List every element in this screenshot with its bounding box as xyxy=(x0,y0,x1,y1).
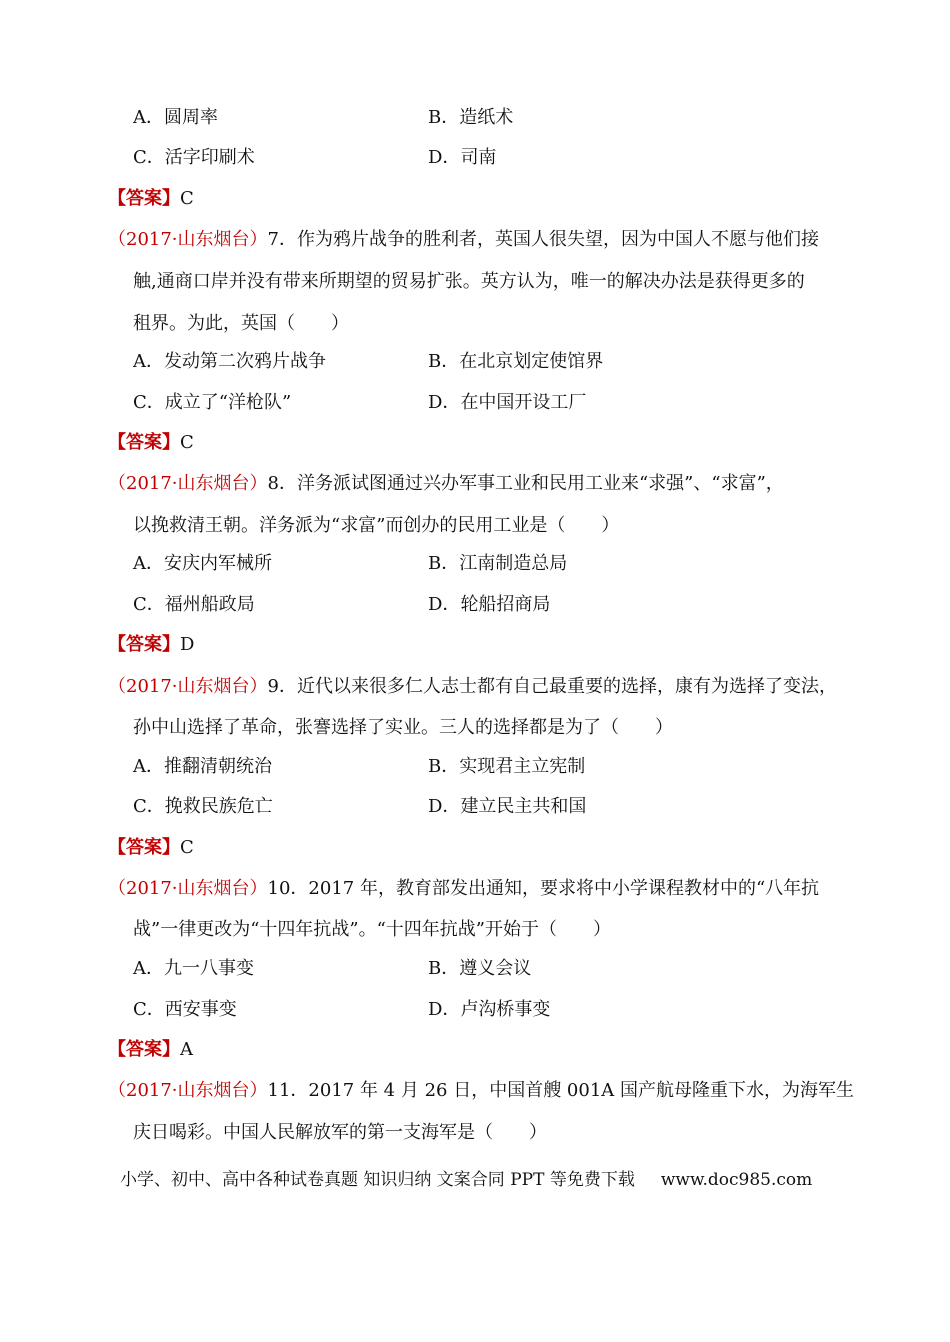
q7-answer: 【答案】C xyxy=(108,432,194,453)
q9-source: （2017·山东烟台） xyxy=(108,676,268,697)
q10-source: （2017·山东烟台） xyxy=(108,878,268,899)
q8-option-a: A．安庆内军械所 xyxy=(133,553,272,574)
q6-option-d: D．司南 xyxy=(428,147,497,168)
q9-answer: 【答案】C xyxy=(108,837,194,858)
page-footer xyxy=(120,1168,812,1192)
q7-option-a: A．发动第二次鸦片战争 xyxy=(133,351,326,372)
q9-option-a: A．推翻清朝统治 xyxy=(133,756,272,777)
q7-source: （2017·山东烟台） xyxy=(108,229,268,250)
q9-stem-line-1: （2017·山东烟台）9．近代以来很多仁人志士都有自己最重要的选择，康有为选择了变法， xyxy=(108,676,837,697)
q10-option-a: A．九一八事变 xyxy=(133,958,254,979)
q11-source: （2017·山东烟台） xyxy=(108,1080,268,1101)
q8-stem-line-2: 以挽救清王朝。洋务派为“求富”而创办的民用工业是（ ） xyxy=(133,515,620,536)
q9-stem-line-2: 孙中山选择了革命，张謇选择了实业。三人的选择都是为了（ ） xyxy=(133,717,673,738)
q11-stem-line-2: 庆日喝彩。中国人民解放军的第一支海军是（ ） xyxy=(133,1122,547,1143)
q10-option-d: D．卢沟桥事变 xyxy=(428,999,551,1020)
q10-option-c: C．西安事变 xyxy=(133,999,237,1020)
q7-stem-line-2: 触,通商口岸并没有带来所期望的贸易扩张。英方认为，唯一的解决办法是获得更多的 xyxy=(133,271,805,292)
q6-option-a: A．圆周率 xyxy=(133,107,218,128)
q6-answer: 【答案】C xyxy=(108,188,194,209)
q7-stem-line-3: 租界。为此，英国（ ） xyxy=(133,313,349,334)
q9-option-c: C．挽救民族危亡 xyxy=(133,796,273,817)
q7-stem-line-1: （2017·山东烟台）7．作为鸦片战争的胜利者，英国人很失望，因为中国人不愿与他们接 xyxy=(108,229,819,250)
q8-stem-line-1: （2017·山东烟台）8．洋务派试图通过兴办军事工业和民用工业来“求强”、“求富”， xyxy=(108,473,784,494)
q7-option-d: D．在中国开设工厂 xyxy=(428,392,587,413)
q7-option-b: B．在北京划定使馆界 xyxy=(428,351,604,372)
q8-option-d: D．轮船招商局 xyxy=(428,594,551,615)
q9-option-d: D．建立民主共和国 xyxy=(428,796,587,817)
q9-option-b: B．实现君主立宪制 xyxy=(428,756,586,777)
q10-stem-line-2: 战”一律更改为“十四年抗战”。“十四年抗战”开始于（ ） xyxy=(133,919,612,940)
q8-source: （2017·山东烟台） xyxy=(108,473,268,494)
footer-url[interactable]: www.doc985.com xyxy=(660,1170,813,1190)
q7-option-c: C．成立了“洋枪队” xyxy=(133,392,292,413)
q8-option-c: C．福州船政局 xyxy=(133,594,255,615)
q11-stem-line-1: （2017·山东烟台）11．2017 年 4 月 26 日，中国首艘 001A 国产航母隆重下水，为海军生 xyxy=(108,1080,855,1101)
footer-text: 小学、初中、高中各种试卷真题 知识归纳 文案合同 PPT 等免费下载 xyxy=(120,1170,635,1190)
q8-option-b: B．江南制造总局 xyxy=(428,553,568,574)
q6-option-b: B．造纸术 xyxy=(428,107,514,128)
q8-answer: 【答案】D xyxy=(108,634,195,655)
q10-option-b: B．遵义会议 xyxy=(428,958,532,979)
q10-answer: 【答案】A xyxy=(108,1039,193,1060)
q10-stem-line-1: （2017·山东烟台）10．2017 年，教育部发出通知，要求将中小学课程教材中的“八年抗 xyxy=(108,878,820,899)
q6-option-c: C．活字印刷术 xyxy=(133,147,255,168)
